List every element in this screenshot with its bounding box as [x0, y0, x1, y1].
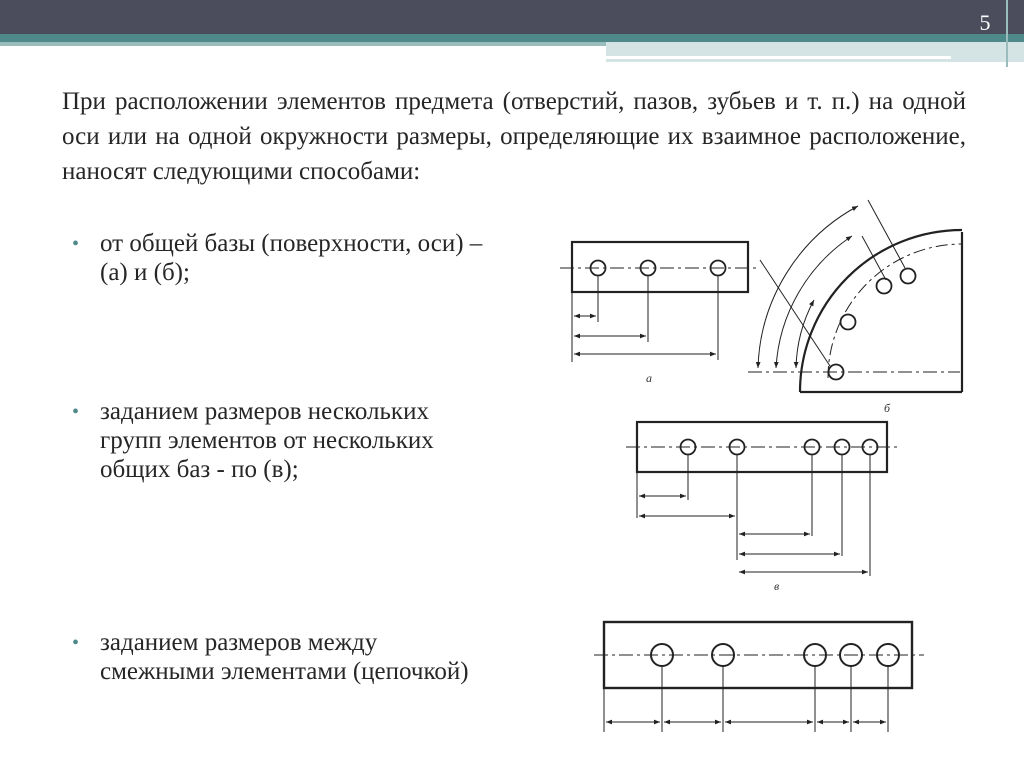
- bullet-item-common-base: [72, 229, 492, 287]
- intro-paragraph: При расположении элементов предмета (отверстий, пазов, зубьев и т. п.) на одной оси или на одной окружности размеры, определяющие их взаимное расположение, наносят следующими способами:: [62, 88, 966, 185]
- bullet-dot-icon: •: [72, 233, 80, 255]
- bullet-item-groups: [72, 397, 492, 484]
- figure-v-drawing: [626, 422, 900, 576]
- header-vertical-line: [1006, 0, 1008, 67]
- figure-a-drawing: [560, 242, 760, 362]
- bullet-text: от общей базы (поверхности, оси) – (а) и (б);: [100, 230, 483, 286]
- bullet-item-chain: [72, 628, 492, 686]
- figure-b-caption: б: [884, 401, 891, 415]
- header-right-line: [606, 56, 951, 59]
- header-accent-bar: [0, 34, 1024, 42]
- bullet-dot-icon: •: [72, 401, 80, 423]
- bullet-text: заданием размеров нескольких групп элементов от нескольких общих баз - по (в);: [100, 398, 434, 483]
- bullet-text: заданием размеров между смежными элементами (цепочкой): [100, 629, 469, 685]
- bullet-dot-icon: •: [72, 632, 80, 654]
- header-right-panel: [606, 42, 1024, 62]
- figure-v-caption: в: [774, 579, 780, 593]
- slide-number: 5: [979, 10, 991, 35]
- figure-a-caption: а: [646, 371, 652, 385]
- figure-g-drawing: [594, 622, 924, 732]
- header-band: [0, 0, 1024, 34]
- figure-b-drawing: [748, 200, 962, 392]
